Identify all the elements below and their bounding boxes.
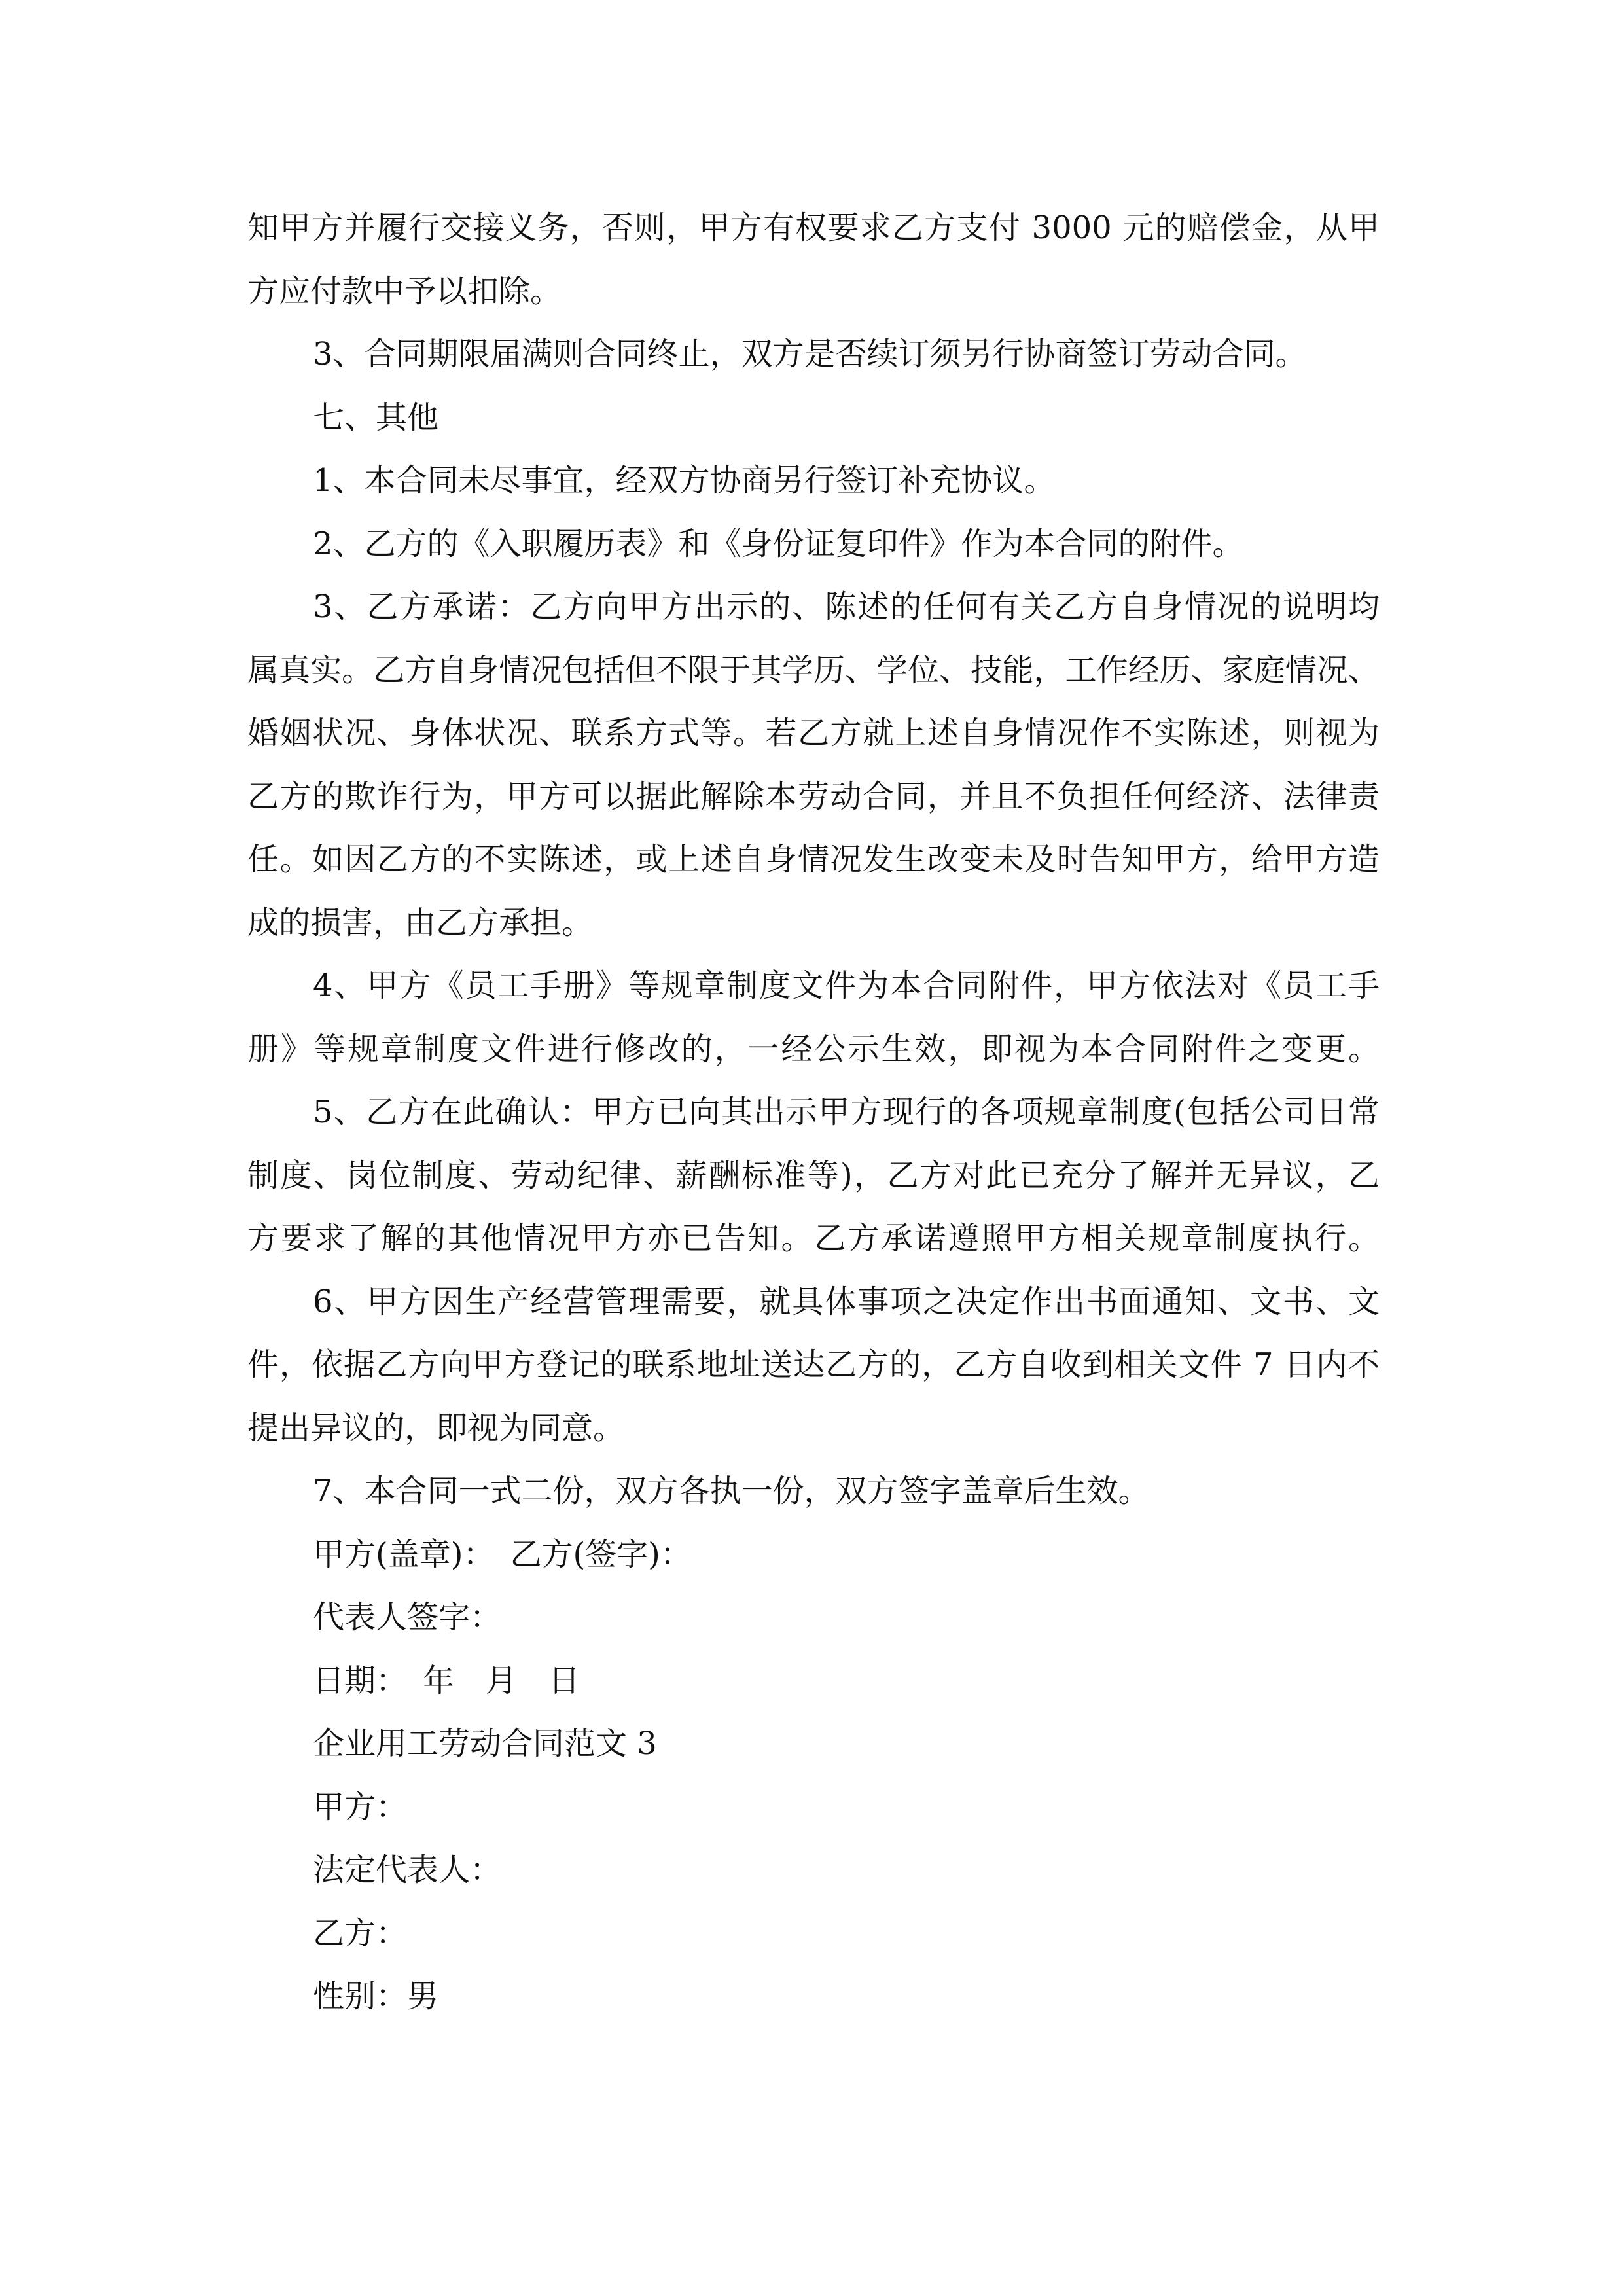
clause-line: 7、本合同一式二份，双方各执一份，双方签字盖章后生效。: [313, 1473, 1150, 1509]
document-body: [247, 196, 1380, 2028]
party-b-line: 乙方：: [313, 1914, 408, 1952]
clause-line: 4、甲方《员工手册》等规章制度文件为本合同附件，甲方依法对《员工手: [313, 967, 1380, 1004]
body-line: 乙方的欺诈行为，甲方可以据此解除本劳动合同，并且不负担任何经济、法律责: [247, 778, 1380, 815]
body-line: 制度、岗位制度、劳动纪律、薪酬标准等)，乙方对此已充分了解并无异议，乙: [247, 1157, 1380, 1194]
body-line: 方应付款中予以扣除。: [247, 272, 562, 310]
date-line: 日期： 年 月 日: [313, 1662, 580, 1699]
party-a-line: 甲方：: [313, 1788, 408, 1825]
clause-line: 6、甲方因生产经营管理需要，就具体事项之决定作出书面通知、文书、文: [313, 1283, 1380, 1320]
clause-line: 5、乙方在此确认：甲方已向其出示甲方现行的各项规章制度(包括公司日常: [313, 1094, 1380, 1130]
body-line: 成的损害，由乙方承担。: [247, 904, 594, 941]
body-line: 提出异议的，即视为同意。: [247, 1409, 625, 1446]
clause-line: 1、本合同未尽事宜，经双方协商另行签订补充协议。: [313, 462, 1056, 499]
clause-line: 3、乙方承诺：乙方向甲方出示的、陈述的任何有关乙方自身情况的说明均: [313, 588, 1380, 625]
clause-line: 2、乙方的《入职履历表》和《身份证复印件》作为本合同的附件。: [313, 525, 1244, 562]
body-line: 任。如因乙方的不实陈述，或上述自身情况发生改变未及时告知甲方，给甲方造: [247, 841, 1380, 878]
document-title: 企业用工劳动合同范文 3: [313, 1725, 657, 1762]
body-line: 件，依据乙方向甲方登记的联系地址送达乙方的，乙方自收到相关文件 7 日内不: [247, 1346, 1380, 1383]
section-heading: 七、其他: [313, 399, 439, 436]
body-line: 册》等规章制度文件进行修改的，一经公示生效，即视为本合同附件之变更。: [247, 1030, 1380, 1067]
body-line: 婚姻状况、身体状况、联系方式等。若乙方就上述自身情况作不实陈述，则视为: [247, 715, 1380, 751]
clause-line: 3、合同期限届满则合同终止，双方是否续订须另行协商签订劳动合同。: [313, 336, 1307, 372]
body-line: 知甲方并履行交接义务，否则，甲方有权要求乙方支付 3000 元的赔偿金，从甲: [247, 209, 1380, 246]
representative-signature-line: 代表人签字：: [313, 1599, 502, 1636]
body-line: 方要求了解的其他情况甲方亦已告知。乙方承诺遵照甲方相关规章制度执行。: [247, 1220, 1380, 1257]
body-line: 属真实。乙方自身情况包括但不限于其学历、学位、技能，工作经历、家庭情况、: [247, 651, 1380, 689]
gender-line: 性别：男: [313, 1978, 439, 2015]
legal-representative-line: 法定代表人：: [313, 1852, 502, 1888]
signature-line: 甲方(盖章)： 乙方(签字)：: [313, 1535, 692, 1573]
